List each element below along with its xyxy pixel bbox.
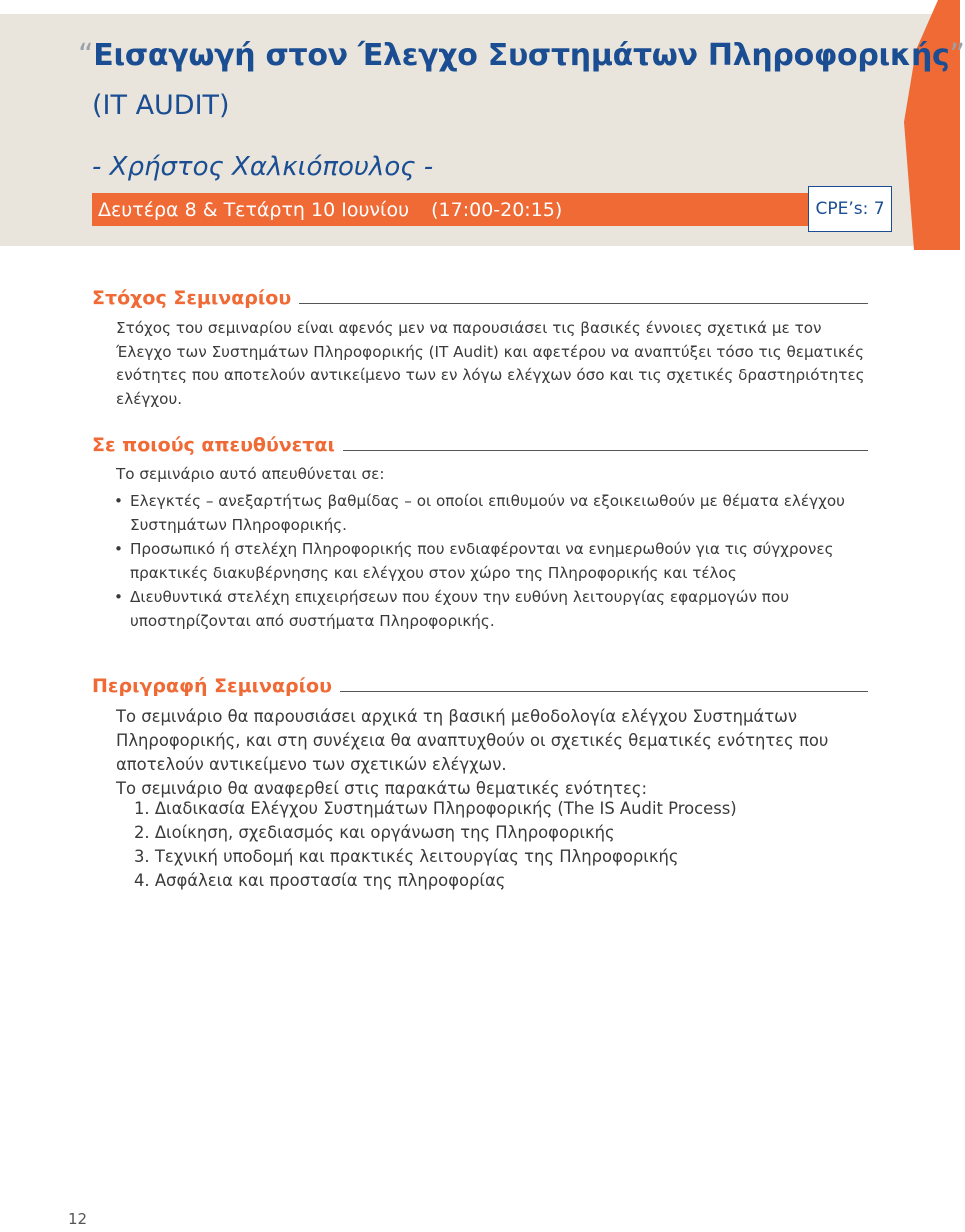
- topics-list: [134, 797, 737, 893]
- section-title-audience: Σε ποιούς απευθύνεται: [92, 434, 335, 456]
- section-heading-audience: [92, 434, 868, 456]
- audience-intro: Το σεμινάριο αυτό απευθύνεται σε:: [116, 465, 385, 483]
- title-quote-open: “: [78, 38, 94, 73]
- section-title-description: Περιγραφή Σεμιναρίου: [92, 675, 332, 697]
- goal-paragraph: Στόχος του σεμιναρίου είναι αφενός μεν να παρουσιάσει τις βασικές έννοιες σχετικά με τον Έλεγχο των Συστημάτων Πληροφορικής (IT Audit) και αφετέρου να αναπτύξει τόσο τις θεματικές ενότητες που αποτελούν αντικείμενο των εν λόγω ελέγχων όσο και τις σχετικές δραστηριότητες ελέγχου.: [116, 319, 865, 408]
- date-text: Δευτέρα 8 & Τετάρτη 10 Ιουνίου: [98, 198, 410, 221]
- list-item: 1. Διαδικασία Ελέγχου Συστημάτων Πληροφορικής (The IS Audit Process): [134, 799, 737, 818]
- date-bar: [92, 193, 808, 226]
- section-title-goal: Στόχος Σεμιναρίου: [92, 287, 292, 309]
- list-item: 4. Ασφάλεια και προστασία της πληροφορίας: [134, 871, 506, 890]
- list-item: 3. Τεχνική υποδομή και πρακτικές λειτουργίας της Πληροφορικής: [134, 847, 679, 866]
- list-item: 2. Διοίκηση, σχεδιασμός και οργάνωση της Πληροφορικής: [134, 823, 615, 842]
- presenter-name: - Χρήστος Χαλκιόπουλος -: [92, 152, 434, 182]
- section-heading-description: [92, 675, 868, 697]
- list-item: • Προσωπικό ή στελέχη Πληροφορικής που ενδιαφέρονται να ενημερωθούν για τις σύγχρονες πρακτικές διακυβέρνησης και ελέγχου στον χώρο της Πληροφορικής και τέλος: [112, 537, 872, 585]
- description-paragraph: Το σεμινάριο θα παρουσιάσει αρχικά τη βασική μεθοδολογία ελέγχου Συστημάτων Πληροφορικής, και στη συνέχεια θα αναπτυχθούν οι σχετικές θεματικές ενότητες που αποτελούν αντικείμενο των σχετικών ελέγχων.: [116, 707, 829, 774]
- section-heading-goal: [92, 287, 868, 309]
- section-rule: [299, 303, 868, 304]
- topics-intro: Το σεμινάριο θα αναφερθεί στις παρακάτω θεματικές ενότητες:: [116, 779, 647, 798]
- subtitle: (IT AUDIT): [92, 90, 230, 121]
- section-rule: [343, 450, 868, 451]
- audience-list: [112, 489, 872, 633]
- title-quote-close: ”: [949, 38, 965, 73]
- time-text: (17:00-20:15): [431, 198, 563, 221]
- list-item: • Διευθυντικά στελέχη επιχειρήσεων που έχουν την ευθύνη λειτουργίας εφαρμογών που υποστηρίζονται από συστήματα Πληροφορικής.: [112, 585, 872, 633]
- list-item: • Ελεγκτές – ανεξαρτήτως βαθμίδας – οι οποίοι επιθυμούν να εξοικειωθούν με θέματα ελέγχου Συστημάτων Πληροφορικής.: [112, 489, 872, 537]
- page-number: 12: [68, 1210, 88, 1228]
- section-rule: [340, 691, 868, 692]
- cpe-badge: CPE’s: 7: [808, 186, 892, 232]
- page-title: [78, 38, 965, 73]
- title-text: Εισαγωγή στον Έλεγχο Συστημάτων Πληροφορικής: [93, 38, 950, 73]
